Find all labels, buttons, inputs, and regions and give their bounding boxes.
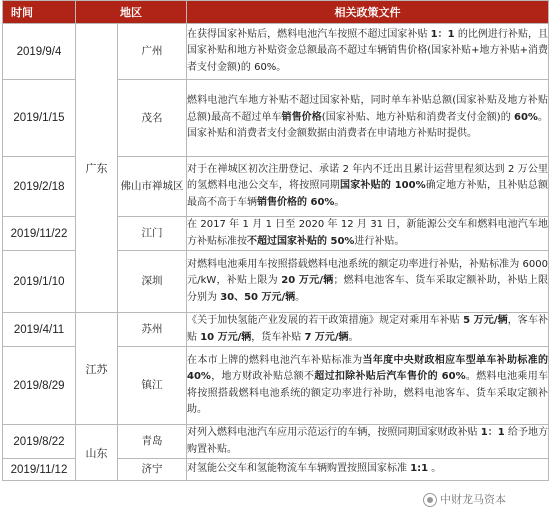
header-policy: 相关政策文件 (187, 1, 549, 24)
policy-text-bold-segment: 不超过国家补贴的 50% (247, 235, 355, 247)
city-cell: 青岛 (118, 425, 187, 459)
policy-text-segment: 对于在禅城区初次注册登记、承诺 2 年内不迁出且累计运营里程须达到 2 万公里的氢燃料电池公交车，将按照同期 (187, 163, 548, 192)
policy-text-bold-segment: 超过扣除补贴后汽车售价的 60% (314, 371, 466, 382)
watermark-text: 中财龙马资本 (440, 493, 506, 506)
city-cell: 苏州 (118, 313, 187, 347)
header-date: 时间 (3, 1, 76, 24)
date-cell: 2019/8/29 (3, 347, 76, 425)
policy-text-segment: 对列入燃料电池汽车应用示范运行的车辆，按照同期国家财政补贴 (187, 427, 481, 438)
policy-text-bold-segment: 5 万元/辆 (463, 315, 508, 326)
policy-text-segment: ，地方财政补贴总额不 (210, 371, 315, 382)
policy-text-bold-segment: 销售价格 (281, 111, 322, 123)
date-cell: 2019/11/22 (3, 217, 76, 251)
province-cell: 江苏 (76, 313, 118, 425)
policy-text-segment: ，货车补贴 (251, 331, 305, 343)
date-cell: 2019/9/4 (3, 24, 76, 80)
city-cell: 济宁 (118, 459, 187, 481)
policy-text-cell (187, 217, 549, 251)
header-region: 地区 (76, 1, 187, 24)
policy-text-segment: (国家补贴、地方补贴和消费者支付金额)的 (321, 111, 515, 123)
policy-text-cell (187, 347, 549, 425)
policy-text-bold-segment: 国家补贴的 100% (340, 180, 426, 192)
policy-text-cell (187, 251, 549, 313)
date-cell: 2019/1/15 (3, 80, 76, 157)
policy-text-bold-segment: 1：1 (430, 28, 455, 40)
city-cell: 镇江 (118, 347, 187, 425)
policy-text-segment: 。 (295, 291, 306, 303)
policy-text-segment: 《关于加快氢能产业发展的若干政策措施》规定对乘用车补贴 (187, 315, 464, 326)
policy-text-segment: 。 (334, 196, 345, 208)
policy-text-cell (187, 425, 549, 459)
city-cell: 广州 (118, 24, 187, 80)
policy-text-bold-segment: 7 万元/辆 (304, 331, 349, 343)
date-cell: 2019/2/18 (3, 157, 76, 217)
table-row (3, 24, 549, 80)
policy-text-segment: 在本市上牌的燃料电池汽车补贴标准为 (187, 354, 363, 366)
policy-text-bold-segment: 20 万元/辆 (281, 275, 334, 287)
city-cell: 江门 (118, 217, 187, 251)
policy-text-segment: 给予地方购置补贴。 (187, 427, 548, 455)
table-row (3, 425, 549, 459)
province-cell: 山东 (76, 425, 118, 481)
watermark (420, 490, 509, 508)
policy-text-bold-segment: 1:1 (410, 463, 429, 475)
date-cell: 2019/8/22 (3, 425, 76, 459)
policy-text-segment: 。燃料电池乘用车将按照搭载燃料电池系统的额定功率进行补助，燃料电池客车、货车采取定额补助。 (187, 371, 549, 415)
policy-text-bold-segment: 1：1 (480, 427, 505, 438)
policy-text-segment: 进行补贴。 (354, 235, 405, 247)
table-row (3, 313, 549, 347)
policy-text-segment: 对燃料电池乘用车按照搭载燃料电池系统的额定功率进行补贴，补贴标准为 6000 元/kW，补贴上限为 (187, 258, 548, 287)
policy-text-segment: ，客车补贴 (187, 315, 548, 343)
date-cell: 2019/11/12 (3, 459, 76, 481)
policy-text-cell (187, 80, 549, 157)
policy-text-cell (187, 313, 549, 347)
policy-text-bold-segment: 60% (514, 111, 538, 123)
policy-text-bold-segment: 10 万元/辆 (200, 331, 252, 343)
policy-text-segment: 。 (348, 331, 359, 343)
table-body (3, 24, 549, 481)
policy-text-segment: ；燃料电池客车、货车采取定额补助，补贴上限分别为 (187, 275, 548, 303)
header-row (3, 1, 549, 24)
policy-text-bold-segment: 30、50 万元/辆 (220, 291, 296, 303)
policy-text-segment: 在 2017 年 1 月 1 日至 2020 年 12 月 31 日，新能源公交车和燃料电池汽车地方补贴标准按 (187, 219, 548, 247)
policy-text-bold-segment: 当年度中央财政相应车型单车补助标准的 40% (187, 354, 548, 382)
policy-text-cell (187, 157, 549, 217)
policy-table (2, 0, 549, 481)
policy-text-segment: 。国家补贴和消费者支付金额数据由消费者在申请地方补贴时提供。 (187, 111, 549, 140)
city-cell: 茂名 (118, 80, 187, 157)
policy-text-bold-segment: 销售价格的 60% (257, 196, 335, 208)
city-cell: 佛山市禅城区 (118, 157, 187, 217)
policy-text-segment: 确定地方补贴，且补贴总额最高不高于车辆 (187, 180, 549, 208)
wechat-logo-icon (423, 493, 437, 507)
policy-text-segment: 燃料电池汽车地方补贴不超过国家补贴，同时单车补贴总额(国家补贴及地方补贴总额)最高不超过单车 (187, 95, 548, 123)
policy-text-segment: 在获得国家补贴后，燃料电池汽车按照不超过国家补贴 (187, 28, 431, 40)
province-cell: 广东 (76, 24, 118, 313)
policy-text-cell (187, 24, 549, 80)
date-cell: 2019/1/10 (3, 251, 76, 313)
city-cell: 深圳 (118, 251, 187, 313)
policy-text-segment: 。 (428, 463, 442, 475)
date-cell: 2019/4/11 (3, 313, 76, 347)
policy-text-segment: 对氢能公交车和氢能物流车车辆购置按照国家标准 (187, 463, 411, 475)
policy-text-segment: 的比例进行补贴，且国家补贴和地方补贴资金总额最高不超过车辆销售价格(国家补贴+地方补贴+消费者支付金额)的 60%。 (187, 28, 548, 73)
policy-text-cell (187, 459, 549, 481)
